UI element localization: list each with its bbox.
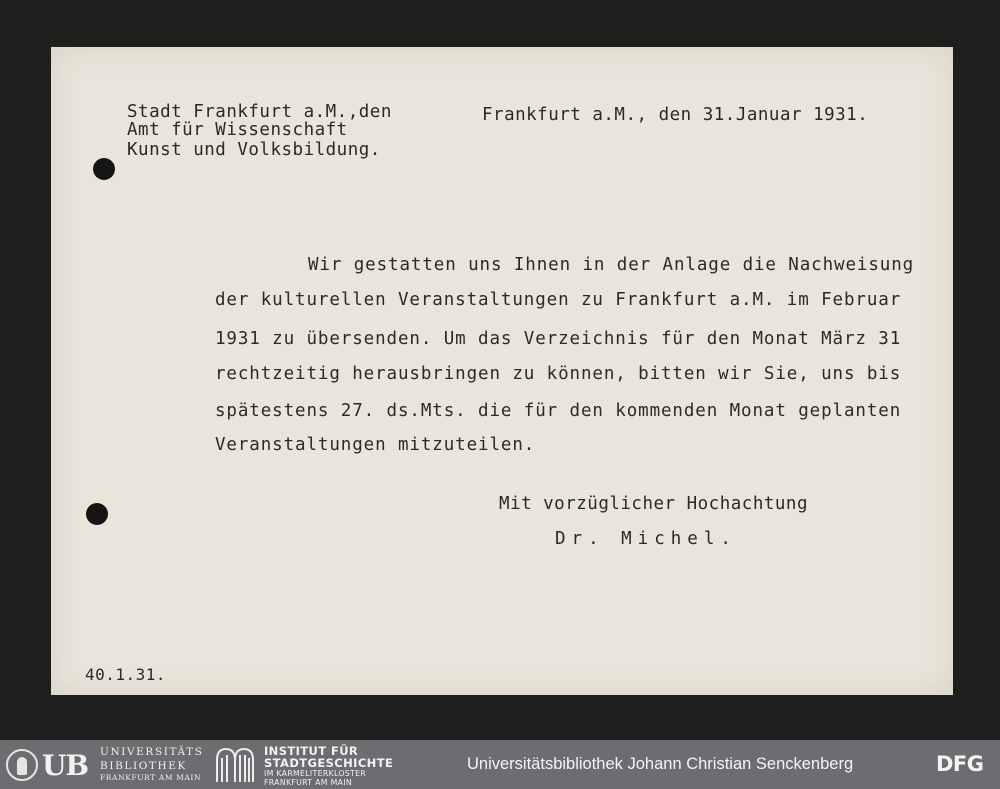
letter-sheet — [51, 47, 953, 695]
body-line-6: Veranstaltungen mitzuteilen. — [215, 435, 536, 455]
sender-line-2: Amt für Wissenschaft — [127, 120, 348, 140]
sender-line-3: Kunst und Volksbildung. — [127, 140, 381, 160]
ub-name-line-1: UNIVERSITÄTS — [100, 746, 204, 758]
ub-seal-icon — [6, 749, 38, 781]
ub-logo[interactable] — [6, 748, 88, 782]
body-line-1: Wir gestatten uns Ihnen in der Anlage die Nachweisung — [308, 255, 915, 275]
ub-logo-letters: UB — [42, 748, 89, 782]
ub-name — [100, 747, 204, 782]
body-line-3: 1931 zu übersenden. Um das Verzeichnis für den Monat März 31 — [215, 329, 902, 349]
sender-line-1: Stadt Frankfurt a.M.,den — [127, 102, 392, 122]
isg-name — [264, 746, 393, 787]
body-line-5: spätestens 27. ds.Mts. die für den kommenden Monat geplanten — [215, 401, 902, 421]
signature: Dr. Michel. — [555, 529, 737, 549]
place-date: Frankfurt a.M., den 31.Januar 1931. — [482, 105, 869, 125]
punch-hole-bottom — [86, 503, 108, 525]
punch-hole-top — [93, 158, 115, 180]
isg-name-line-2: STADTGESCHICHTE — [264, 755, 394, 770]
isg-name-line-4: FRANKFURT AM MAIN — [264, 777, 352, 787]
body-line-2: der kulturellen Veranstaltungen zu Frankfurt a.M. im Februar — [215, 290, 902, 310]
isg-building-icon[interactable] — [214, 746, 256, 784]
body-line-4: rechtzeitig herausbringen zu können, bitten wir Sie, uns bis — [215, 364, 902, 384]
dfg-logo[interactable]: DFG — [936, 752, 984, 776]
isg-name-line-1: INSTITUT FÜR — [264, 744, 359, 758]
ub-name-line-2: BIBLIOTHEK — [100, 759, 187, 772]
closing: Mit vorzüglicher Hochachtung — [499, 494, 809, 514]
library-name-link[interactable]: Universitätsbibliothek Johann Christian Senckenberg — [467, 755, 854, 773]
footer-bar — [0, 740, 1000, 789]
reference-number: 40.1.31. — [85, 665, 167, 684]
isg-name-line-3: IM KARMELITERKLOSTER — [264, 769, 367, 778]
ub-name-line-3: FRANKFURT AM MAIN — [100, 773, 202, 782]
